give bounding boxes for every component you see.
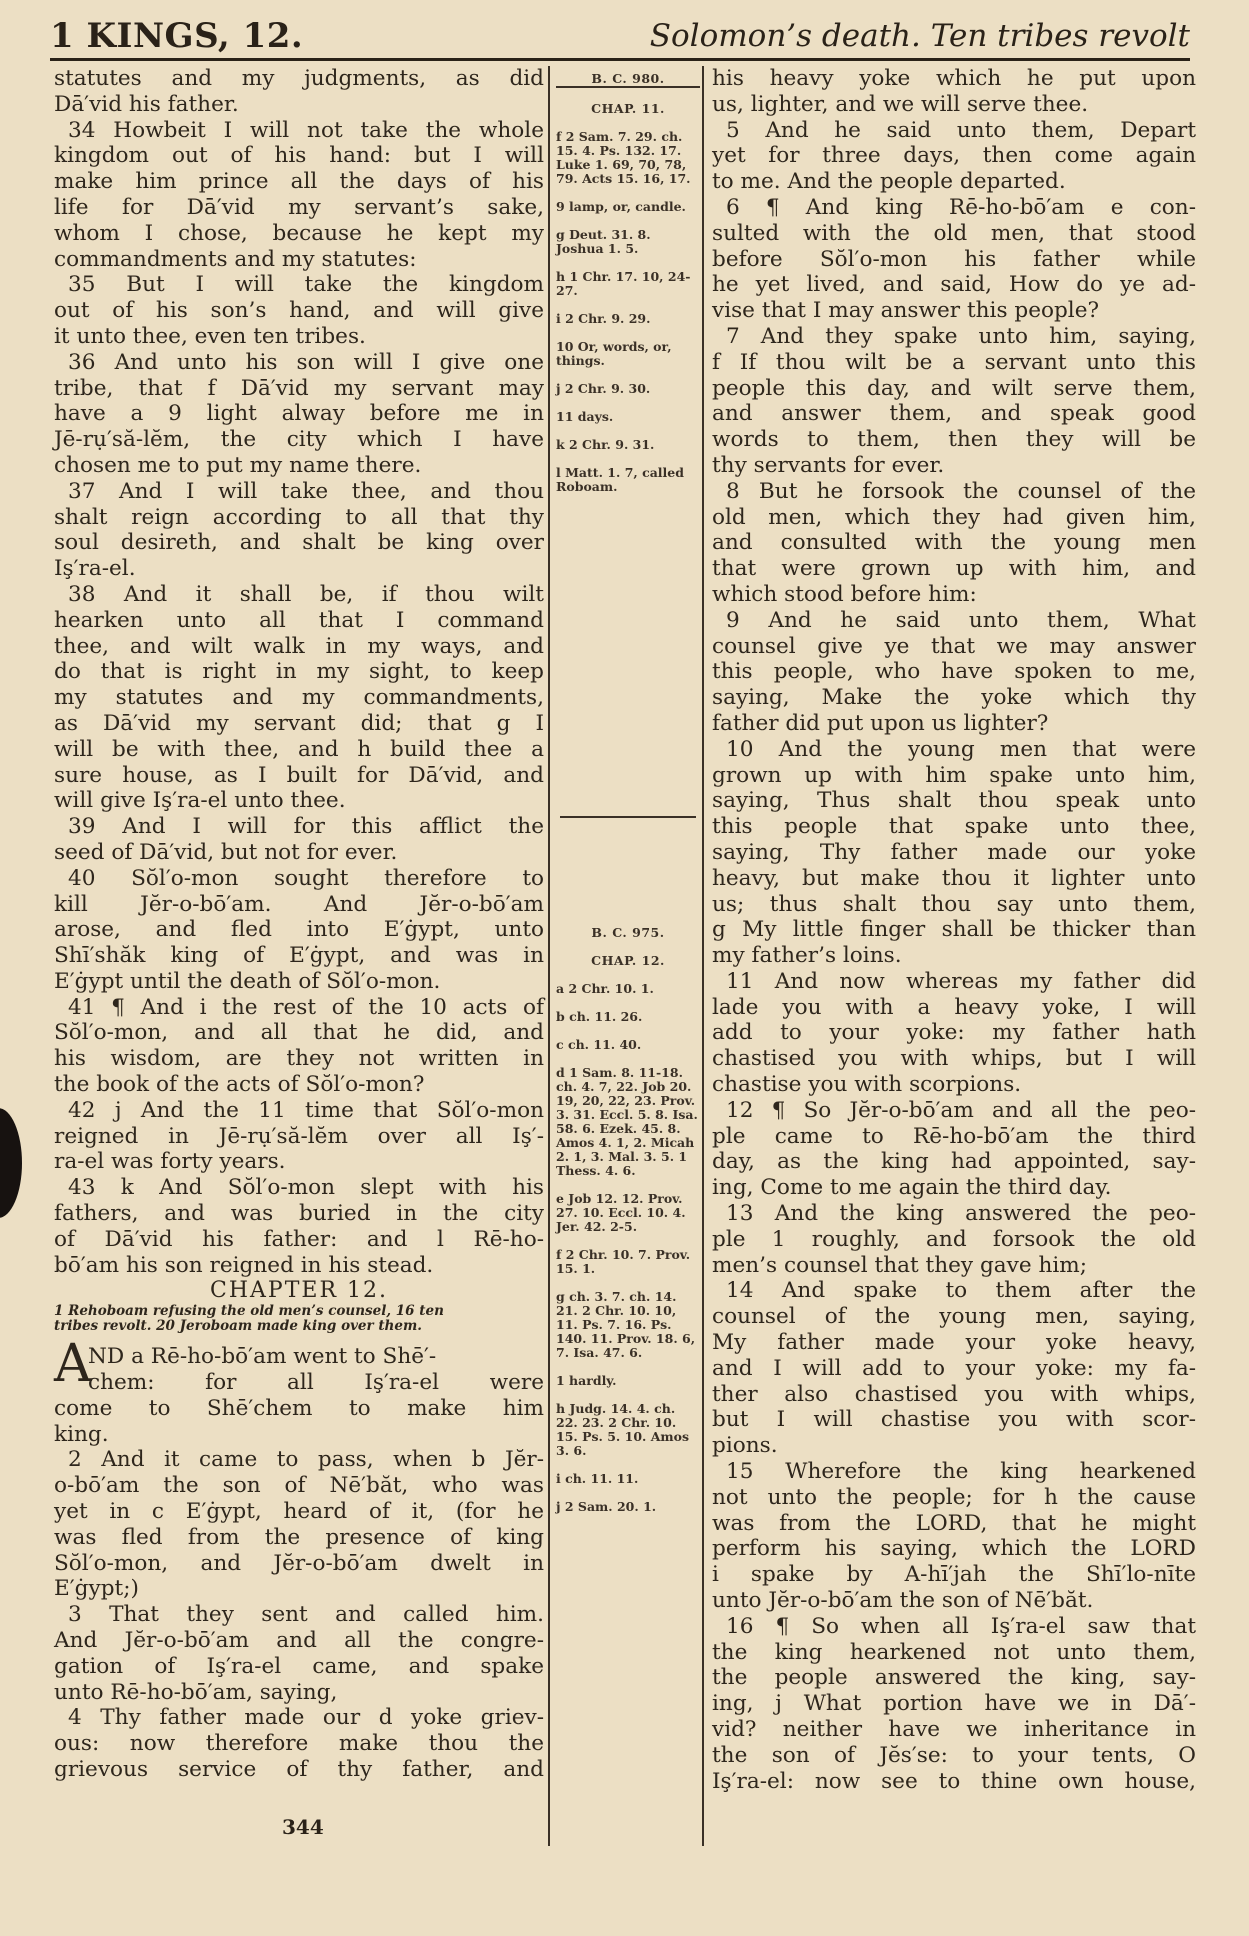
verse-line: but I will chastise you with scor- xyxy=(712,1407,1196,1433)
verse-line: heavy, but make thou it lighter unto xyxy=(712,865,1196,891)
verse-line: g My little finger shall be thicker than xyxy=(712,917,1196,943)
verse-line: of Dā′vid his father: and l Rē-ho- xyxy=(54,1226,544,1252)
verse-line: 15 Wherefore the king hearkened xyxy=(726,1459,1196,1485)
spacer xyxy=(54,1334,544,1344)
verse-line: my statutes and my commandments, xyxy=(54,685,544,711)
margin-references-ch12 xyxy=(556,926,700,1528)
verse-line: add to your yoke: my father hath xyxy=(712,1020,1196,1046)
verse-line: make him prince all the days of his xyxy=(54,169,544,195)
verse-line: and answer them, and speak good xyxy=(712,401,1196,427)
verse-line: saying, Make the yoke which thy xyxy=(712,685,1196,711)
verse-line: ing, j What portion have we in Dā′- xyxy=(712,1691,1196,1717)
verse-line: 12 ¶ So Jĕr-o-bō′am and all the peo- xyxy=(726,1097,1196,1123)
verse-line: 9 And he said unto them, What xyxy=(726,607,1196,633)
verse-line: to me. And the people departed. xyxy=(712,169,1066,195)
verse-line: the son of Jĕs′se: to your tents, O xyxy=(712,1742,1196,1768)
verse-line: before Sŏl′o-mon his father while xyxy=(712,246,1196,272)
verse-line: 38 And it shall be, if thou wilt xyxy=(68,581,544,607)
verse-line: ing, Come to me again the third day. xyxy=(712,1175,1112,1201)
verse-line: day, as the king had appointed, say- xyxy=(712,1149,1196,1175)
verse-line: 3 That they sent and called him. xyxy=(68,1602,544,1628)
verse-line: shalt reign according to all that thy xyxy=(54,504,544,530)
verse-line: 35 But I will take the kingdom xyxy=(68,272,544,298)
verse-line: 37 And I will take thee, and thou xyxy=(68,478,544,504)
verse-line: 42 j And the 11 time that Sŏl′o-mon xyxy=(68,1097,544,1123)
verse-line: commandments and my statutes: xyxy=(54,246,417,272)
cross-reference: f 2 Sam. 7. 29. ch. 15. 4. Ps. 132. 17. Luke 1. 69, 70, 78, 79. Acts 15. 16, 17. xyxy=(556,129,691,186)
verse-line: grievous service of thy father, and xyxy=(54,1757,544,1782)
right-text-column xyxy=(712,66,1196,1794)
left-text-column xyxy=(54,66,544,1783)
column-divider-left xyxy=(548,66,550,1846)
verse-line: men’s counsel that they gave him; xyxy=(712,1252,1088,1278)
cross-reference: j 2 Sam. 20. 1. xyxy=(556,1499,657,1514)
verse-line: saying, Thy father made our yoke xyxy=(712,839,1196,865)
verse-line: his heavy yoke which he put upon xyxy=(712,66,1196,91)
page-number: 344 xyxy=(282,1815,324,1839)
chapter-heading: CHAPTER 12. xyxy=(210,1278,388,1304)
verse-line: yet for three days, then come again xyxy=(712,143,1196,169)
cross-reference: g ch. 3. 7. ch. 14. 21. 2 Chr. 10. 10, 11. Ps. 7. 16. Ps. 140. 11. Prov. 18. 6, 7. Isa. 47. 6. xyxy=(556,1289,696,1360)
cross-reference: 10 Or, words, or, things. xyxy=(556,339,672,368)
verse-line: 10 And the young men that were xyxy=(726,736,1196,762)
cross-reference: e Job 12. 12. Prov. 27. 10. Eccl. 10. 4. Jer. 42. 2-5. xyxy=(556,1191,686,1234)
verse-line: not unto the people; for h the cause xyxy=(712,1484,1196,1510)
page-topic: Solomon’s death. Ten tribes revolt xyxy=(649,18,1190,54)
margin-date: B. C. 975. xyxy=(591,925,665,940)
verse-line: statutes and my judgments, as did xyxy=(54,66,544,91)
margin-references-ch11 xyxy=(556,72,700,508)
verse-line: seed of Dā′vid, but not for ever. xyxy=(54,839,398,865)
verse-line: E′ġypt;) xyxy=(54,1576,139,1602)
verse-line: 6 ¶ And king Rē-ho-bō′am e con- xyxy=(726,194,1196,220)
verse-line: whom I chose, because he kept my xyxy=(54,220,544,246)
cross-reference: i ch. 11. 11. xyxy=(556,1471,639,1486)
verse-line: perform his saying, which the LORD xyxy=(712,1536,1196,1562)
verse-line: unto Rē-ho-bō′am, saying, xyxy=(54,1679,338,1705)
drop-cap: A xyxy=(54,1334,92,1395)
verse-line: 7 And they spake unto him, saying, xyxy=(726,323,1196,349)
verse-line: the king hearkened not unto them, xyxy=(712,1639,1196,1665)
verse-line: the people answered the king, say- xyxy=(712,1665,1196,1691)
verse-line: and I will add to your yoke: my fa- xyxy=(712,1355,1196,1381)
verse-line: yet in c E′ġypt, heard of it, (for he xyxy=(54,1499,544,1525)
verse-line: chastised you with whips, but I will xyxy=(712,1046,1196,1072)
verse-line: vid? neither have we inheritance in xyxy=(712,1717,1196,1742)
cross-reference: f 2 Chr. 10. 7. Prov. 15. 1. xyxy=(556,1247,691,1276)
verse-line: grown up with him spake unto him, xyxy=(712,762,1196,788)
verse-line: us, lighter, and we will serve thee. xyxy=(712,91,1089,117)
verse-line: o-bō′am the son of Nē′băt, who was xyxy=(54,1473,544,1499)
verse-line: 41 ¶ And i the rest of the 10 acts of xyxy=(68,994,544,1020)
verse-line: 13 And the king answered the peo- xyxy=(726,1201,1196,1227)
verse-line: arose, and fled into E′ġypt, unto xyxy=(54,917,544,943)
verse-line: i spake by A-hī′jah the Shī′lo-nīte xyxy=(712,1562,1196,1588)
verse-line: lade you with a heavy yoke, I will xyxy=(712,994,1196,1020)
verse-line: Iş′ra-el. xyxy=(54,556,136,582)
verse-line: E′ġypt until the death of Sŏl′o-mon. xyxy=(54,968,441,994)
cross-reference: d 1 Sam. 8. 11-18. ch. 4. 7, 22. Job 20. 19, 20, 22, 23. Prov. 3. 31. Eccl. 5. 8. Isa. 58. 6. Ezek. 45. 8. Amos 4. 1, 2. Micah 2. 1, 3. Mal. 3. 5. 1 Thess. 4. 6. xyxy=(556,1065,698,1178)
verse-line: will be with thee, and h build thee a xyxy=(54,736,544,762)
verse-line: My father made your yoke heavy, xyxy=(712,1330,1196,1356)
verse-line: ra-el was forty years. xyxy=(54,1149,286,1175)
verse-line: this people that spake unto thee, xyxy=(712,814,1196,840)
verse-line: 4 Thy father made our d yoke griev- xyxy=(68,1705,544,1731)
verse-line: his wisdom, are they not written in xyxy=(54,1046,544,1072)
cross-reference: h Judg. 14. 4. ch. 22. 23. 2 Chr. 10. 15. Ps. 5. 10. Amos 3. 6. xyxy=(556,1401,690,1458)
verse-line: ple 1 roughly, and forsook the old xyxy=(712,1226,1196,1252)
cross-reference: b ch. 11. 26. xyxy=(556,1009,643,1024)
verse-line: hearken unto all that I command xyxy=(54,607,544,633)
verse-line: my father’s loins. xyxy=(712,943,902,969)
cross-reference: 9 lamp, or, candle. xyxy=(556,199,686,214)
verse-line: 40 Sŏl′o-mon sought therefore to xyxy=(68,865,544,891)
cross-reference: a 2 Chr. 10. 1. xyxy=(556,981,654,996)
verse-line: father did put upon us lighter? xyxy=(712,710,1049,736)
verse-line: 43 k And Sŏl′o-mon slept with his xyxy=(68,1175,544,1201)
margin-date: B. C. 980. xyxy=(591,71,665,86)
verse-line: kingdom out of his hand: but I will xyxy=(54,143,544,169)
verse-line: 14 And spake to them after the xyxy=(726,1278,1196,1304)
verse-line: have a 9 light alway before me in xyxy=(54,401,544,427)
verse-line: vise that I may answer this people? xyxy=(712,298,1100,324)
cross-reference: 11 days. xyxy=(556,409,614,424)
verse-line: sure house, as I built for Dā′vid, and xyxy=(54,762,544,788)
verse-line: king. xyxy=(54,1421,109,1447)
verse-line: chosen me to put my name there. xyxy=(54,452,422,478)
verse-line: thy servants for ever. xyxy=(712,452,945,478)
verse-line: was fled from the presence of king xyxy=(54,1524,544,1550)
verse-line: Sŏl′o-mon, and Jĕr-o-bō′am dwelt in xyxy=(54,1550,544,1576)
verse-line: words to them, then they will be xyxy=(712,427,1196,453)
verse-line: and consulted with the young men xyxy=(712,530,1196,556)
verse-line: 36 And unto his son will I give one xyxy=(68,349,544,375)
verse-line: soul desireth, and shalt be king over xyxy=(54,530,544,556)
verse-line: sulted with the old men, that stood xyxy=(712,220,1196,246)
verse-line: people this day, and wilt serve them, xyxy=(712,375,1196,401)
verse-line: do that is right in my sight, to keep xyxy=(54,659,544,685)
verse-line: chastise you with scorpions. xyxy=(712,1072,1022,1098)
margin-divider xyxy=(560,816,696,818)
verse-line: will give Iş′ra-el unto thee. xyxy=(54,788,346,814)
verse-line: 2 And it came to pass, when b Jĕr- xyxy=(68,1447,544,1473)
verse-text: ND a Rē-ho-bō′am went to Shē′- xyxy=(88,1344,437,1370)
verse-line: ous: now therefore make thou the xyxy=(54,1731,544,1757)
verse-line: old men, which they had given him, xyxy=(712,504,1196,530)
verse-line: reigned in Jē-rụ′să-lĕm over all Iş′- xyxy=(54,1123,544,1149)
verse-line: unto Jĕr-o-bō′am the son of Nē′băt. xyxy=(712,1588,1094,1614)
verse-line: Sŏl′o-mon, and all that he did, and xyxy=(54,1020,544,1046)
verse-line: saying, Thus shalt thou speak unto xyxy=(712,788,1196,814)
verse-line: 11 And now whereas my father did xyxy=(726,968,1196,994)
cross-reference: h 1 Chr. 17. 10, 24-27. xyxy=(556,269,691,298)
cross-reference: 1 hardly. xyxy=(556,1373,617,1388)
verse-line: ple came to Rē-ho-bō′am the third xyxy=(712,1123,1196,1149)
cross-reference: g Deut. 31. 8. Joshua 1. 5. xyxy=(556,227,651,256)
verse-line: fathers, and was buried in the city xyxy=(54,1201,544,1227)
verse-line: Jē-rụ′să-lĕm, the city which I have xyxy=(54,427,544,453)
verse-line: 39 And I will for this afflict the xyxy=(68,814,544,840)
chapter-summary: tribes revolt. 20 Jeroboam made king over them. xyxy=(54,1318,422,1335)
binding-shadow xyxy=(0,1108,22,1218)
verse-line: come to Shē′chem to make him xyxy=(54,1395,544,1421)
verse-line: as Dā′vid my servant did; that g I xyxy=(54,710,544,736)
running-header xyxy=(50,14,1190,60)
column-divider-right xyxy=(702,66,704,1846)
verse-line: he yet lived, and said, How do ye ad- xyxy=(712,272,1196,298)
verse-line: that were grown up with him, and xyxy=(712,556,1196,582)
verse-line: Iş′ra-el: now see to thine own house, xyxy=(712,1768,1196,1794)
chapter-summary: 1 Rehoboam refusing the old men’s counsel, 16 ten xyxy=(54,1303,444,1320)
verse-line: bō′am his son reigned in his stead. xyxy=(54,1252,434,1278)
margin-chapter: CHAP. 11. xyxy=(591,101,665,116)
verse-line: counsel of the young men, saying, xyxy=(712,1304,1196,1330)
cross-reference: c ch. 11. 40. xyxy=(556,1037,642,1052)
verse-line: f If thou wilt be a servant unto this xyxy=(712,349,1196,375)
book-reference: 1 KINGS, 12. xyxy=(50,16,304,56)
verse-line: 16 ¶ So when all Iş′ra-el saw that xyxy=(726,1613,1196,1639)
verse-line: thee, and wilt walk in my ways, and xyxy=(54,633,544,659)
margin-rule xyxy=(556,86,700,88)
verse-line: And Jĕr-o-bō′am and all the congre- xyxy=(54,1628,544,1654)
cross-reference: i 2 Chr. 9. 29. xyxy=(556,311,651,326)
verse-line: Shī′shăk king of E′ġypt, and was in xyxy=(54,943,544,969)
cross-reference: l Matt. 1. 7, called Roboam. xyxy=(556,465,684,494)
verse-line: counsel give ye that we may answer xyxy=(712,633,1196,659)
verse-line: gation of Iş′ra-el came, and spake xyxy=(54,1653,544,1679)
verse-line: ther also chastised you with whips, xyxy=(712,1381,1196,1407)
verse-line: this people, who have spoken to me, xyxy=(712,659,1196,685)
cross-reference: j 2 Chr. 9. 30. xyxy=(556,381,651,396)
verse-line: 34 Howbeit I will not take the whole xyxy=(68,117,544,143)
verse-line: us; thus shalt thou say unto them, xyxy=(712,891,1196,917)
verse-line: kill Jĕr-o-bō′am. And Jĕr-o-bō′am xyxy=(54,891,544,917)
verse-line: which stood before him: xyxy=(712,581,977,607)
margin-chapter: CHAP. 12. xyxy=(591,953,665,968)
verse-line: was from the LORD, that he might xyxy=(712,1510,1196,1536)
verse-line: out of his son’s hand, and will give xyxy=(54,298,544,324)
verse-line: tribe, that f Dā′vid my servant may xyxy=(54,375,544,401)
verse-line: the book of the acts of Sŏl′o-mon? xyxy=(54,1072,425,1098)
verse-line: it unto thee, even ten tribes. xyxy=(54,323,366,349)
cross-reference: k 2 Chr. 9. 31. xyxy=(556,437,655,452)
verse-line: chem: for all Iş′ra-el were xyxy=(88,1370,544,1396)
verse-line: life for Dā′vid my servant’s sake, xyxy=(54,194,544,220)
verse-line: Dā′vid his father. xyxy=(54,91,239,117)
verse-line: 8 But he forsook the counsel of the xyxy=(726,478,1196,504)
verse-line: pions. xyxy=(712,1433,778,1459)
verse-line: 5 And he said unto them, Depart xyxy=(726,117,1196,143)
header-rule xyxy=(50,58,1190,61)
